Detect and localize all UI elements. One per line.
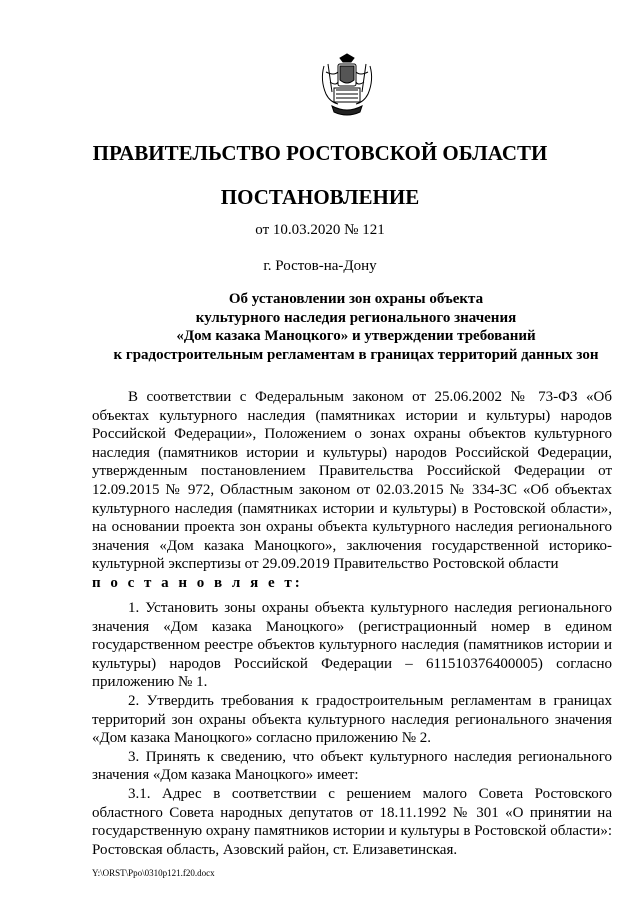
city: г. Ростов-на-Дону — [263, 258, 377, 274]
document-subject — [60, 290, 640, 365]
subject-line: к градостроительным регламентам в границах территорий данных зон — [113, 347, 599, 364]
subject-line: культурного наследия регионального значения — [195, 309, 517, 326]
organization-title: ПРАВИТЕЛЬСТВО РОСТОВСКОЙ ОБЛАСТИ — [92, 141, 548, 165]
coat-of-arms-icon — [318, 52, 376, 120]
list-item: 2. Утвердить требования к градостроительным регламентам в границах территорий зон охраны объекта культурного наследия регионального значения «Дом казака Маноцкого» согласно приложению № 2. — [92, 692, 612, 747]
list-item: 3. Принять к сведению, что объект культурного наследия регионального значения «Дом казака Маноцкого» имеет: — [92, 748, 612, 784]
document-type: ПОСТАНОВЛЕНИЕ — [220, 185, 420, 209]
footer-file-path: Y:\ORST\Ppo\0310p121.f20.docx — [92, 868, 215, 878]
decides-word: п о с т а н о в л я е т: — [92, 574, 303, 591]
items-block — [92, 599, 612, 859]
subject-line: «Дом казака Маноцкого» и утверждении требований — [176, 328, 536, 345]
preamble-text: В соответствии с Федеральным законом от 25.06.2002 № 73-ФЗ «Об объектах культурного наследия (памятниках истории и культуры) народов Российской Федерации», Положением о зонах охраны объектов культурного наследия (памятников истории и культуры) народов Российской Федерации, утвержденным постановлением Правительства Российской Федерации от 12.09.2015 № 972, Областным законом от 02.03.2015 № 334-ЗС «Об объектах культурного наследия (памятниках истории и культуры) в Ростовской области», на основании проекта зон охраны объекта культурного наследия регионального значения «Дом казака Маноцкого», заключения государственной историко-культурной экспертизы от 29.09.2019 Правительство Ростовской области — [92, 389, 612, 573]
subject-line: Об установлении зон охраны объекта — [228, 291, 484, 307]
date-number: от 10.03.2020 № 121 — [255, 222, 385, 238]
list-item: 3.1. Адрес в соответствии с решением малого Совета Ростовского областного Совета народных депутатов от 18.11.1992 № 301 «О принятии на государственную охрану памятников истории и культуры в Ростовской области»: Ростовская область, Азовский район, ст. Елизаветинская. — [92, 785, 612, 858]
preamble-block — [92, 388, 612, 593]
list-item: 1. Установить зоны охраны объекта культурного наследия регионального значения «Дом казака Маноцкого» (регистрационный номер в едином государственном реестре объектов культурного наследия (памятников истории и культуры) народов Российской Федерации – 611510376400005) согласно приложению № 1. — [92, 600, 612, 691]
